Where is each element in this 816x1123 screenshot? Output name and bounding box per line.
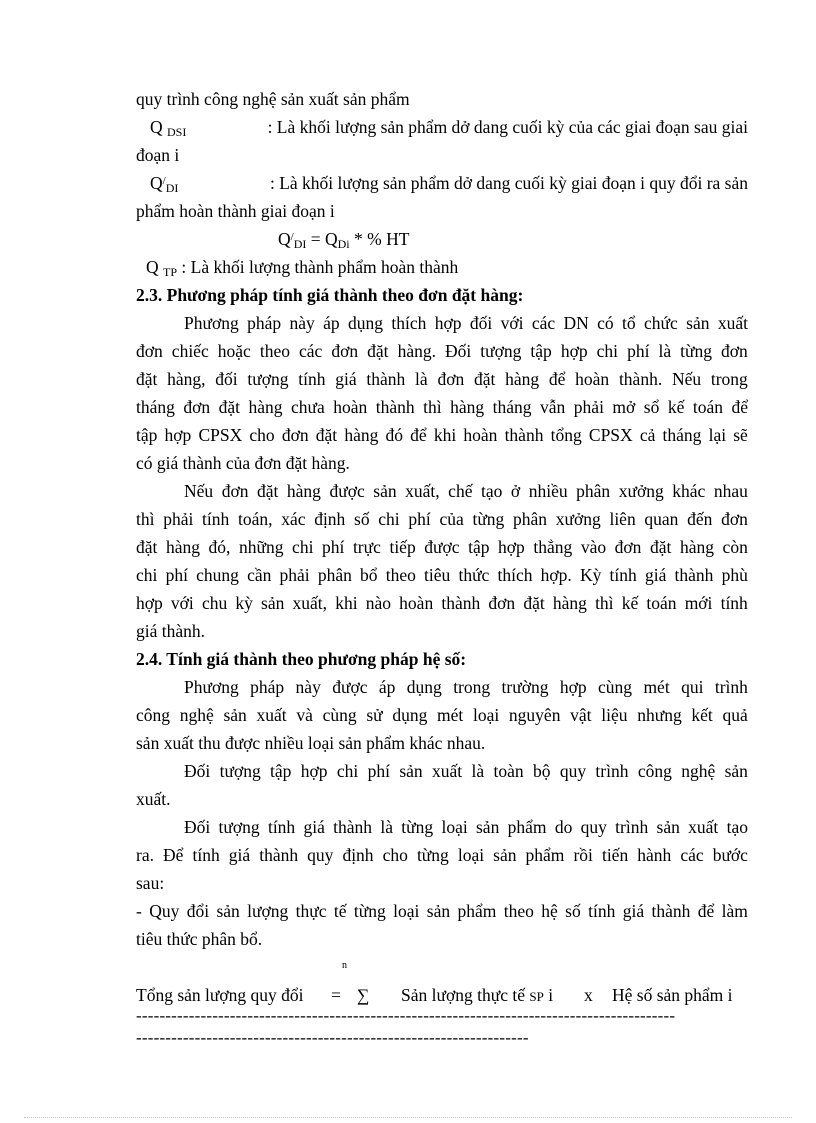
formula-qdi: Q/DI = QDi * % HT xyxy=(278,229,410,251)
text-line: đặt hàng, đối tượng tính giá thành là đơn đặt hàng để hoàn thành. Nếu trong xyxy=(136,369,748,389)
text-line: giá thành. xyxy=(136,621,206,641)
formula-term1: Sản lượng thực tế SP i xyxy=(401,985,554,1005)
dashed-separator: ------------------------------------------------------------------- xyxy=(136,1028,529,1047)
dashed-separator: -------------------------------------------------------------------------------------------- xyxy=(136,1006,676,1025)
formula-equals: = xyxy=(331,985,341,1005)
text-line: sau: xyxy=(136,873,165,893)
bullet-line: - Quy đổi sản lượng thực tế từng loại sản phẩm theo hệ số tính giá thành để làm xyxy=(136,901,748,921)
definition-qtp: Q TP : Là khối lượng thành phẩm hoàn thành xyxy=(146,257,459,279)
text-line: chi phí chung cần phải phân bổ theo tiêu thức thích hợp. Kỳ tính giá thành phù xyxy=(136,565,748,585)
formula-multiply: x xyxy=(584,985,593,1005)
text-line: sản xuất thu được nhiều loại sản phẩm khác nhau. xyxy=(136,733,486,753)
page-bottom-rule xyxy=(24,1117,792,1118)
text-line: Đối tượng tính giá thành là từng loại sản phẩm do quy trình sản xuất tạo xyxy=(184,817,748,837)
text-line: thì phải tính toán, xác định số chi phí của từng phân xưởng liên quan đến đơn xyxy=(136,509,748,529)
text-line: hợp với chu kỳ sản xuất, khi nào hoàn thành đơn đặt hàng thì kế toán mới tính xyxy=(136,593,748,613)
text-line: tiêu thức phân bổ. xyxy=(136,929,263,949)
text-line: tập hợp CPSX cho đơn đặt hàng đó để khi hoàn thành tổng CPSX cả tháng lại sẽ xyxy=(136,425,748,445)
formula-left: Tổng sản lượng quy đổi xyxy=(136,985,304,1005)
text-line: Phương pháp này áp dụng thích hợp đối với các DN có tổ chức sản xuất xyxy=(184,313,748,333)
text-line: quy trình công nghệ sản xuất sản phẩm xyxy=(136,89,410,109)
text-line: có giá thành của đơn đặt hàng. xyxy=(136,453,350,473)
section-heading: 2.3. Phương pháp tính giá thành theo đơn đặt hàng: xyxy=(136,285,524,305)
formula-term2: Hệ số sản phẩm i xyxy=(612,985,733,1005)
text-line: phẩm hoàn thành giai đoạn i xyxy=(136,201,335,221)
text-line: Đối tượng tập hợp chi phí sản xuất là toàn bộ quy trình công nghệ sản xyxy=(184,761,748,781)
definition-qdsi: Q DSI : Là khối lượng sản phẩm dở dang cuối kỳ của các giai đoạn sau giai xyxy=(150,117,748,139)
text-line: ra. Để tính giá thành quy định cho từng loại sản phẩm rồi tiến hành các bước xyxy=(136,845,748,865)
section-heading: 2.4. Tính giá thành theo phương pháp hệ số: xyxy=(136,649,467,669)
text-line: đơn chiếc hoặc theo các đơn đặt hàng. Đối tượng tập hợp chi phí là từng đơn xyxy=(136,341,748,361)
sigma-upper-limit: n xyxy=(342,960,347,971)
definition-qdi: Q/DI : Là khối lượng sản phẩm dở dang cuối kỳ giai đoạn i quy đổi ra sản xyxy=(150,173,748,195)
text-line: đoạn i xyxy=(136,145,180,165)
text-line: xuất. xyxy=(136,789,171,809)
text-line: đặt hàng đó, những chi phí trực tiếp được tập hợp thẳng vào đơn đặt hàng còn xyxy=(136,537,748,557)
text-line: tháng đơn đặt hàng chưa hoàn thành thì hàng tháng vẫn phải mở sổ kế toán để xyxy=(136,397,748,417)
text-line: công nghệ sản xuất và cùng sử dụng mét loại nguyên vật liệu nhưng kết quả xyxy=(136,705,748,725)
text-line: Nếu đơn đặt hàng được sản xuất, chế tạo ở nhiều phân xưởng khác nhau xyxy=(184,481,748,501)
text-line: Phương pháp này được áp dụng trong trường hợp cùng mét qui trình xyxy=(184,677,748,697)
sigma-symbol: ∑ xyxy=(357,985,370,1005)
